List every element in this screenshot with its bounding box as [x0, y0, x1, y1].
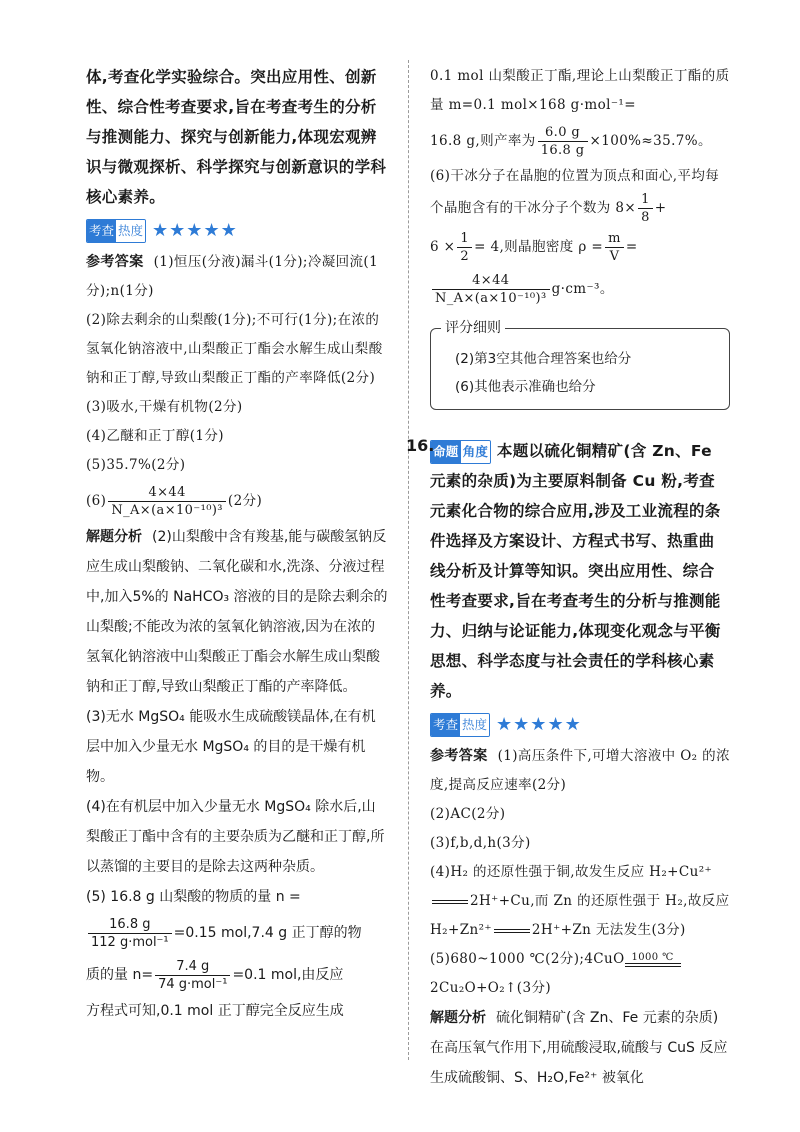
analysis-3: (3)无水 MgSO₄ 能吸水生成硫酸镁晶体,在有机层中加入少量无水 MgSO₄ 的目的是干燥有机物。: [86, 709, 376, 785]
answer-6: (6) $\frac{4\times 44}{\text{N\_A×(a×10⁻¹⁰)³}}$ (2分): [86, 485, 263, 518]
star-rating-icon: ★★★★★: [152, 219, 238, 241]
scoring-rule-item: (6)其他表示准确也给分: [455, 379, 596, 395]
right-column: [406, 62, 730, 1093]
analysis-5-line2: $\frac{16.8 g}{\text{112 g·mol⁻¹}}$ =0.15 mol,7.4 g 正丁醇的物: [86, 912, 388, 954]
answer-4: (4)乙醚和正丁醇(1分): [86, 428, 224, 444]
analysis-4: (4)在有机层中加入少量无水 MgSO₄ 除水后,山梨酸正丁酯中含有的主要杂质为乙醚和正丁醇,所以蒸馏的主要目的是除去这两种杂质。: [86, 799, 385, 875]
analysis-5-line1: (5) 16.8 g 山梨酸的物质的量 n =: [86, 889, 301, 905]
crystal-text: (6)干冰分子在晶胞的位置为顶点和面心,平均每个晶胞含有的干冰分子个数为 8× $\frac{1}{8}$ +: [430, 168, 720, 225]
q16-analysis: 解题分析 硫化铜精矿(含 Zn、Fe 元素的杂质)在高压氧气作用下,用硫酸浸取,硫酸与 CuS 反应生成硫酸铜、S、H₂O,Fe²⁺ 被氧化: [430, 1010, 728, 1086]
equals-sign: [494, 929, 530, 933]
question-intro: 命题 角度 本题以硫化铜精矿(含 Zn、Fe 元素的杂质)为主要原料制备 Cu 粉,考查元素化合物的综合应用,涉及工业流程的条件选择及方案设计、方程式书写、热重曲线分析及计算等知识。突出应用性、综合性考查要求,旨在考查考生的分析与推测能力、归纳与论证能力,体现变化观念与平衡思想、科学态度与社会责任的学科核心素养。: [430, 436, 730, 706]
scoring-rules-title: 评分细则: [441, 317, 505, 339]
star-rating-icon: ★★★★★: [496, 713, 582, 735]
scoring-rule-item: (2)第3空其他合理答案也给分: [455, 351, 632, 367]
badge-part2: 热度: [116, 220, 145, 242]
badge-part1: 考查: [87, 220, 116, 242]
q16-answer-3: (3)f,b,d,h(3分): [430, 835, 531, 851]
yield-calc-2: 16.8 g,则产率为 $\frac{6.0 g}{16.8 g}$ ×100%≈35.7%。: [430, 125, 712, 158]
crystal-density: 6 × $\frac{1}{2}$ = 4,则晶胞密度 ρ = $\frac{m}{V}$ =: [430, 231, 638, 264]
difficulty-row: [86, 214, 388, 246]
analysis-5-line3: 质的量 n= $\frac{7.4 g}{\text{74 g·mol⁻¹}}$ =0.1 mol,由反应: [86, 958, 344, 992]
exam-heat-badge: [86, 219, 146, 243]
analysis-label: 解题分析: [86, 529, 142, 545]
left-column: [86, 62, 388, 1026]
intro-paragraph: 体,考查化学实验综合。突出应用性、创新性、综合性考查要求,旨在考查考生的分析与推测能力、探究与创新能力,体现宏观辨识与微观探析、科学探究与创新意识的学科核心素养。: [86, 68, 387, 206]
exam-heat-badge-2: 考查 热度: [430, 713, 490, 737]
answer-1: 参考答案 (1)恒压(分液)漏斗(1分);冷凝回流(1分);n(1分): [86, 254, 379, 299]
crystal-density-result: $\frac{4\times 44}{\text{N\_A×(a×10⁻¹⁰)³}}$ g·cm⁻³。: [430, 268, 730, 310]
question-16: [406, 436, 730, 1093]
analysis-2: 解题分析 (2)山梨酸中含有羧基,能与碳酸氢钠反应生成山梨酸钠、二氧化碳和水,洗涤、分液过程中,加入5%的 NaHCO₃ 溶液的目的是除去剩余的山梨酸;不能改为浓的氢氧化钠溶液,因为在浓的氢氧化钠溶液中山梨酸正丁酯会水解生成山梨酸钠和正丁醇,导致山梨酸正丁酯的产率降低。: [86, 529, 388, 695]
yield-calc-1: 0.1 mol 山梨酸正丁酯,理论上山梨酸正丁酯的质量 m=0.1 mol×168 g·mol⁻¹=: [430, 68, 730, 113]
q16-answer-4: (4)H₂ 的还原性强于铜,故发生反应 H₂+Cu²⁺2H⁺+Cu,而 Zn 的还原性强于 H₂,故反应 H₂+Zn²⁺ 2H⁺+Zn 无法发生(3分): [430, 864, 730, 938]
proposition-angle-badge: 命题 角度: [430, 440, 491, 464]
q16-answer-5: (5)680~1000 ℃(2分);4CuO 1000 ℃ 2Cu₂O+O₂↑(3分): [430, 945, 730, 1003]
q16-answer-2: (2)AC(2分): [430, 806, 506, 822]
answer-2: (2)除去剩余的山梨酸(1分);不可行(1分);在浓的氢氧化钠溶液中,山梨酸正丁酯会水解生成山梨酸钠和正丁醇,导致山梨酸正丁酯的产率降低(2分): [86, 312, 383, 386]
q16-answer-1: 参考答案 (1)高压条件下,可增大溶液中 O₂ 的浓度,提高反应速率(2分): [430, 748, 730, 793]
answer-label: 参考答案: [86, 254, 144, 270]
density-fraction: $\frac{4\times 44}{\text{N\_A×(a×10⁻¹⁰)³}}$: [108, 484, 226, 519]
scoring-rules-box: [430, 320, 730, 410]
answer-3: (3)吸水,干燥有机物(2分): [86, 399, 243, 415]
analysis-5-line4: 方程式可知,0.1 mol 正丁醇完全反应生成: [86, 1003, 344, 1019]
column-divider: [408, 60, 409, 1060]
question-number: 16.: [406, 436, 435, 455]
equals-sign: [432, 900, 468, 904]
difficulty-row-2: [430, 708, 730, 740]
reaction-condition: 1000 ℃: [625, 952, 681, 967]
answer-5: (5)35.7%(2分): [86, 457, 186, 473]
